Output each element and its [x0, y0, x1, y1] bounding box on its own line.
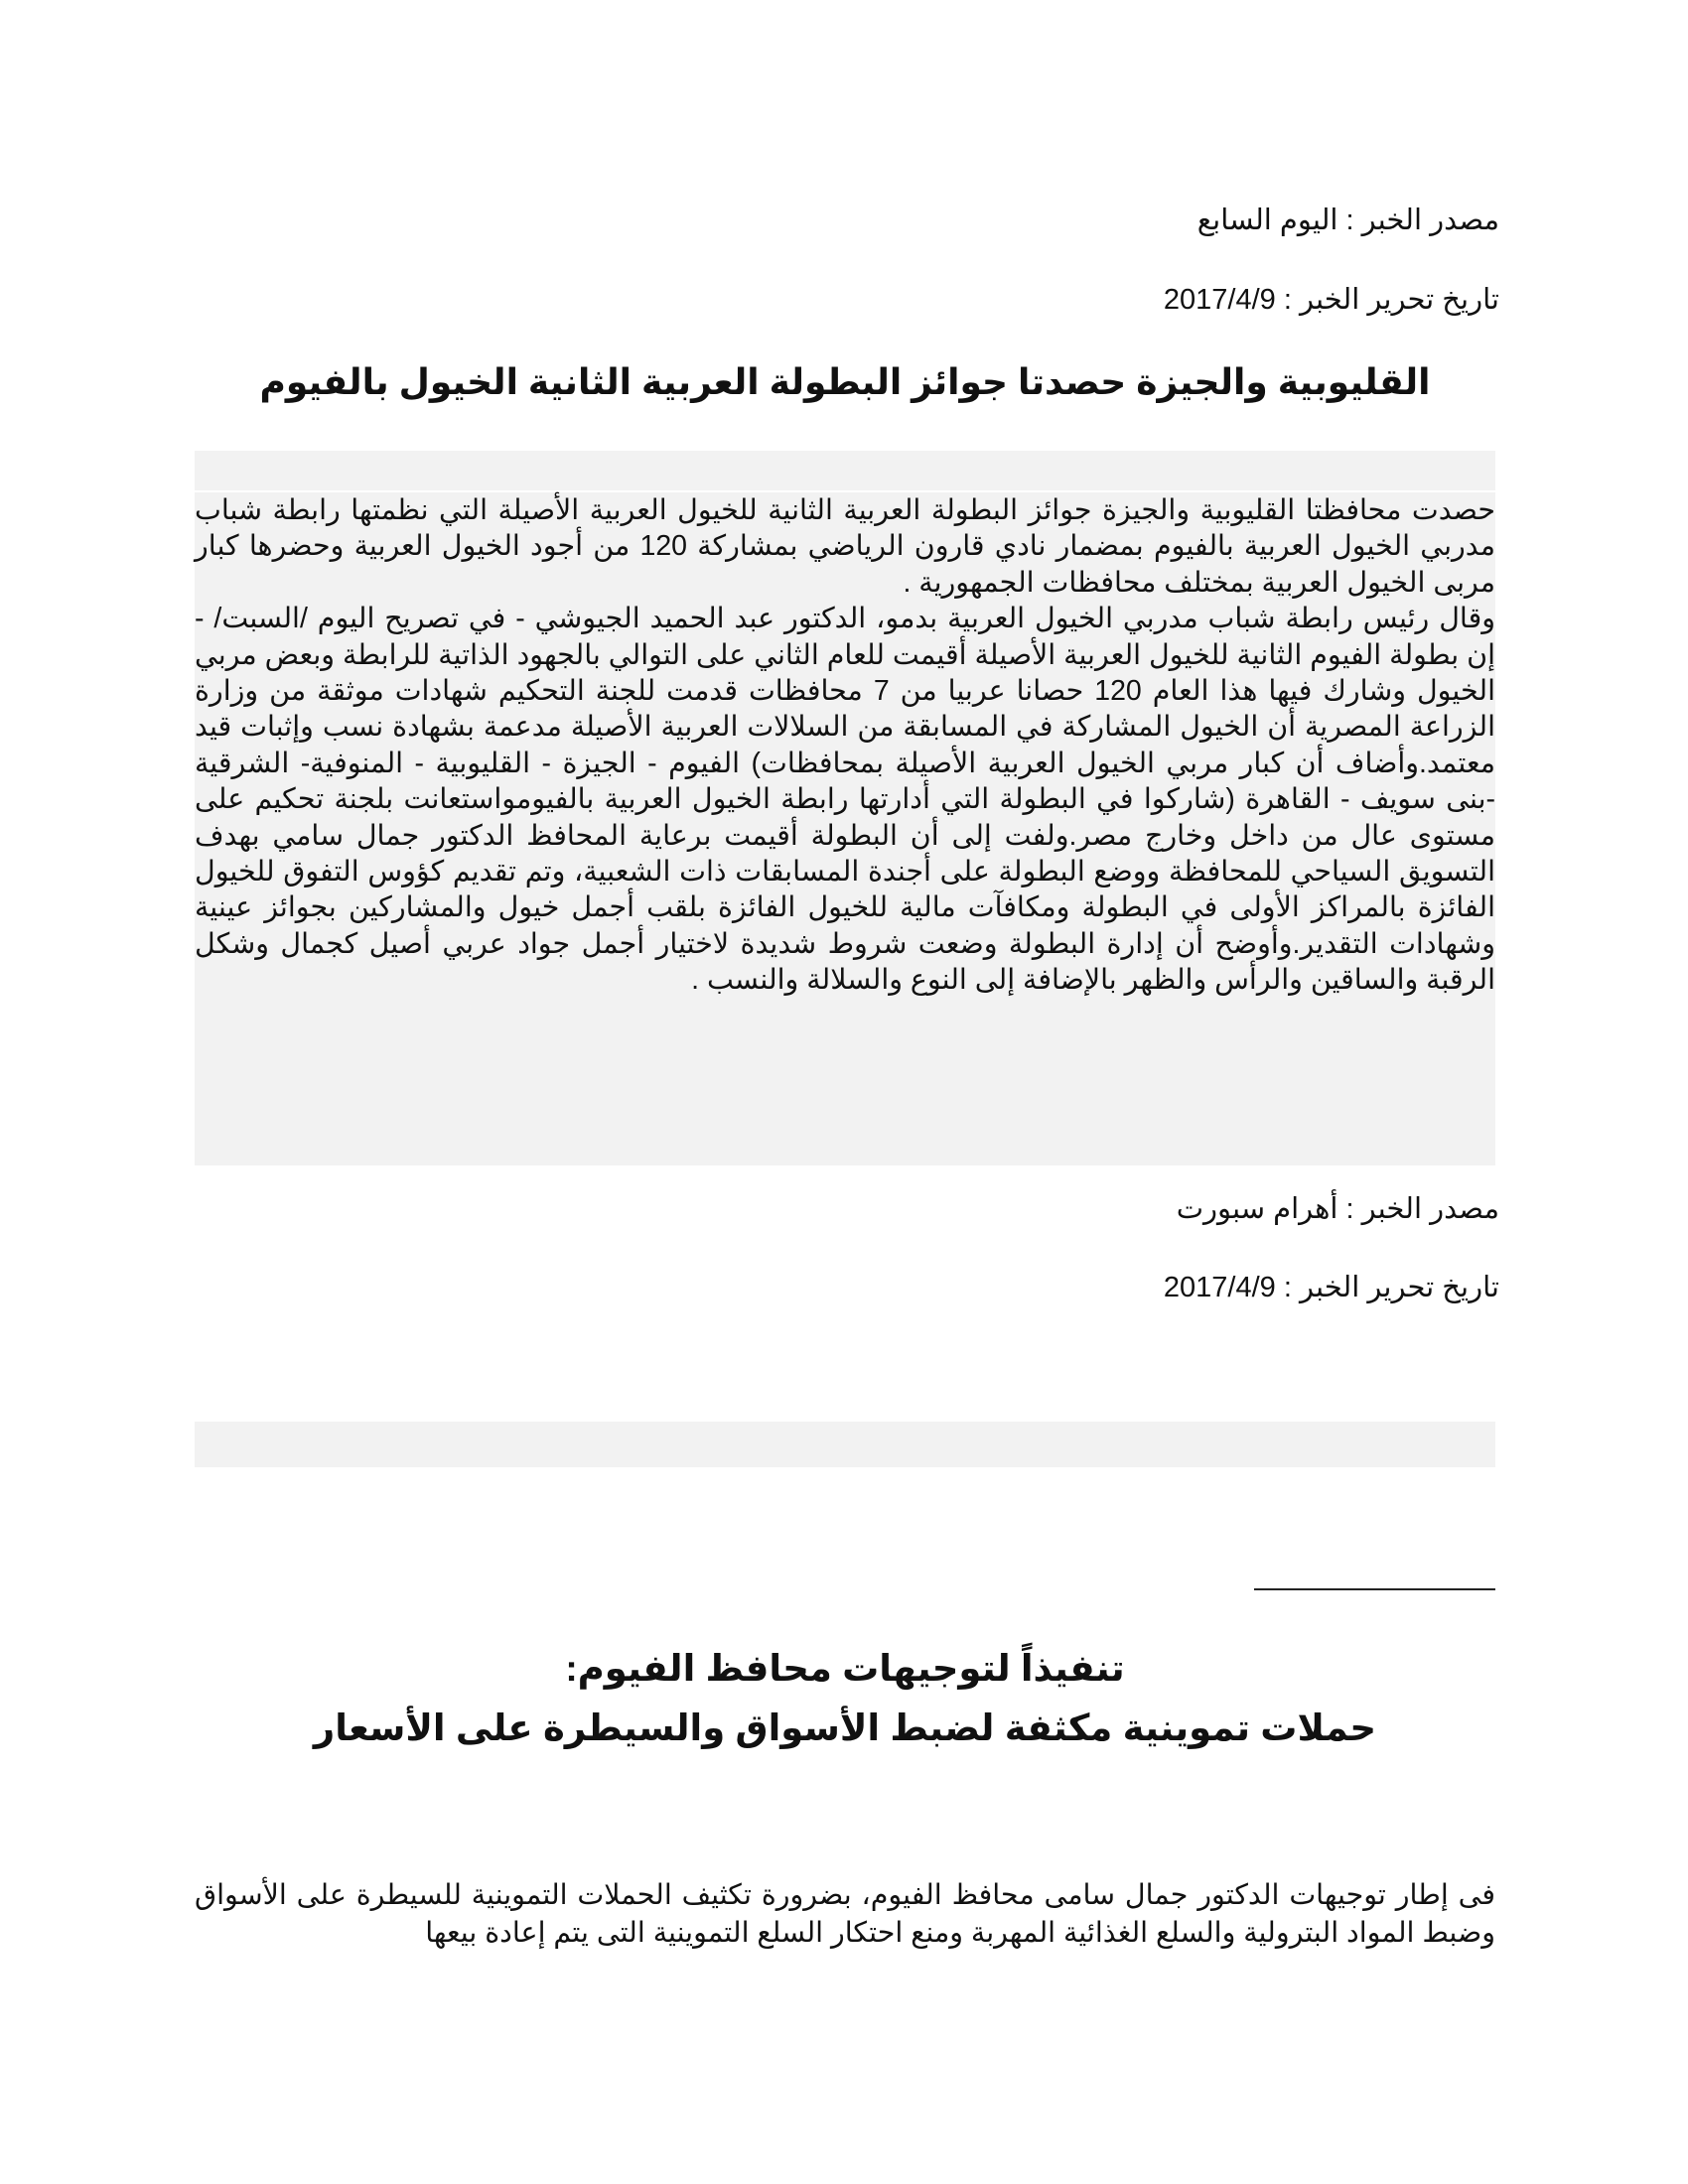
- article2-date: تاريخ تحرير الخبر : 2017/4/9: [1163, 1272, 1499, 1303]
- article1-body: [195, 492, 1495, 999]
- section-divider: [1254, 1588, 1495, 1590]
- article1-date: تاريخ تحرير الخبر : 2017/4/9: [1163, 284, 1499, 316]
- article3-headline-line2: حملات تموينية مكثفة لضبط الأسواق والسيطرة على الأسعار: [313, 1707, 1377, 1748]
- article3-body: فى إطار توجيهات الدكتور جمال سامى محافظ الفيوم، بضرورة تكثيف الحملات التموينية للسيطرة على الأسواق وضبط المواد البترولية والسلع الغذائية المهربة ومنع احتكار السلع التموينية التى يتم إعادة بيعها: [195, 1879, 1495, 1949]
- article2-source: مصدر الخبر : أهرام سبورت: [1176, 1193, 1499, 1225]
- article1-shade-top: [195, 451, 1495, 490]
- article1-paragraph: وقال رئيس رابطة شباب مدربي الخيول العربية بدمو، الدكتور عبد الحميد الجيوشي - في تصريح اليوم /السبت/ - إن بطولة الفيوم الثانية للخيول العربية الأصيلة أقيمت للعام الثاني على التوالي بالجهود الذاتية للرابطة وبعض مربي الخيول وشارك فيها هذا العام 120 حصانا عربيا من 7 محافظات قدمت للجنة التحكيم شهادات موثقة من وزارة الزراعة المصرية أن الخيول المشاركة في المسابقة من السلالات العربية الأصيلة مدعمة بشهادة نسب وإثبات قيد معتمد.وأضاف أن كبار مربي الخيول العربية الأصيلة بمحافظات) الفيوم - الجيزة - القليوبية - المنوفية- الشرقية -بنى سويف - القاهرة (شاركوا في البطولة التي أدارتها رابطة الخيول العربية بالفيومواستعانت بلجنة تحكيم على مستوى عال من داخل وخارج مصر.ولفت إلى أن البطولة أقيمت برعاية المحافظ الدكتور جمال سامي بهدف التسويق السياحي للمحافظة ووضع البطولة على أجندة المسابقات ذات الشعبية، وتم تقديم كؤوس التفوق للخيول الفائزة بالمراكز الأولى في البطولة ومكافآت مالية للخيول الفائزة بلقب أجمل خيول والمشاركين بجوائز عينية وشهادات التقدير.وأوضح أن إدارة البطولة وضعت شروط شديدة لاختيار أجمل جواد عربي أصيل كجمال وشكل الرقبة والساقين والرأس والظهر بالإضافة إلى النوع والسلالة والنسب .: [195, 603, 1495, 997]
- article1-source: مصدر الخبر : اليوم السابع: [1196, 205, 1499, 236]
- article1-headline: القليوبية والجيزة حصدتا جوائز البطولة العربية الثانية الخيول بالفيوم: [259, 361, 1431, 402]
- article2-shade-block: [195, 1422, 1495, 1467]
- article3-headline-line1: تنفيذاً لتوجيهات محافظ الفيوم:: [565, 1648, 1125, 1689]
- article1-paragraph: حصدت محافظتا القليوبية والجيزة جوائز البطولة العربية الثانية للخيول العربية الأصيلة التي نظمتها رابطة شباب مدربي الخيول العربية بالفيوم بمضمار نادي قارون الرياضي بمشاركة 120 من أجود الخيول العربية وحضرها كبار مربى الخيول العربية بمختلف محافظات الجمهورية .: [195, 494, 1495, 599]
